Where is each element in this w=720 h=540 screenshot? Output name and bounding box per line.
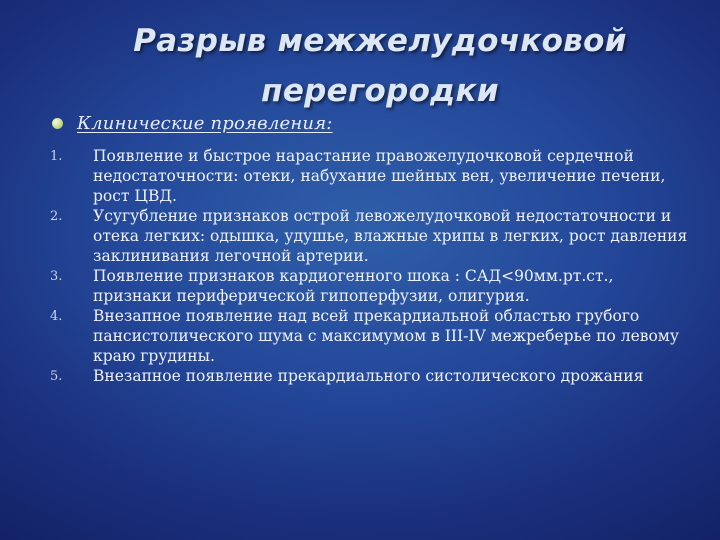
bullet-icon — [52, 118, 63, 129]
list-item-number: 5. — [50, 369, 63, 384]
list-item-number: 3. — [50, 269, 63, 284]
list-item-text: Усугубление признаков острой левожелудочковой недостаточности и отека легких: одышка, удушье, влажные хрипы в легких, рост давления заклинивания легочной артерии. — [93, 207, 688, 265]
list-item-text: Появление и быстрое нарастание правожелудочковой сердечной недостаточности: отеки, набухание шейных вен, увеличение печени, рост ЦВД. — [93, 147, 666, 205]
list-item-text: Внезапное появление прекардиального систолического дрожания — [93, 367, 644, 385]
list-item-number: 2. — [50, 209, 63, 224]
slide-title-line-2: перегородки — [261, 73, 499, 109]
list-item — [44, 306, 694, 366]
subheading — [52, 113, 333, 134]
list-item-number: 1. — [50, 149, 63, 164]
subheading-text: Клинические проявления: — [77, 113, 333, 134]
list-item — [44, 146, 694, 206]
slide-title-line-1: Разрыв межжелудочковой — [133, 23, 627, 59]
symptom-list — [44, 146, 694, 386]
list-item-number: 4. — [50, 309, 63, 324]
list-item-text: Внезапное появление над всей прекардиальной областью грубого пансистолического шума с максимумом в III-IV межреберье по левому краю грудины. — [93, 307, 679, 365]
list-item — [44, 266, 694, 306]
list-item — [44, 206, 694, 266]
list-item-text: Появление признаков кардиогенного шока : САД<90мм.рт.ст., признаки периферической гипоперфузии, олигурия. — [93, 267, 614, 305]
list-item — [44, 366, 694, 386]
slide-title — [80, 16, 680, 116]
